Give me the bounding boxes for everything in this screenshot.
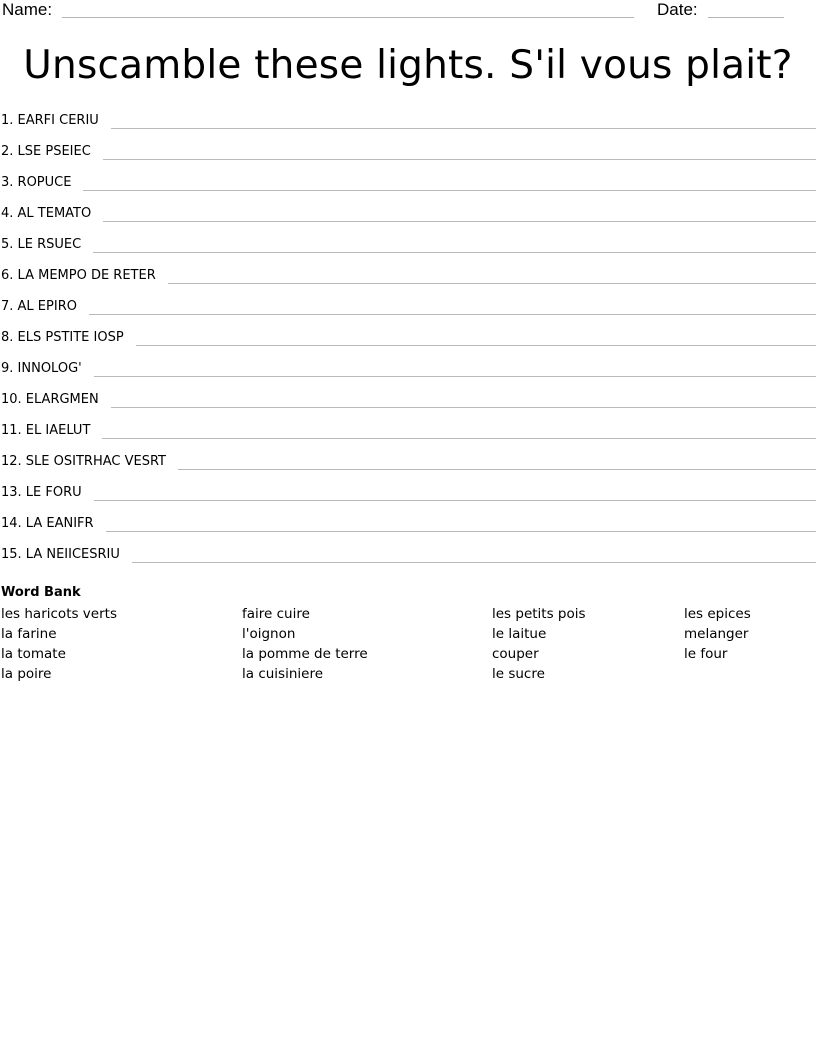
word-bank-item: le laitue (492, 626, 547, 642)
puzzle-row (0, 142, 816, 173)
word-bank-column (684, 604, 751, 664)
word-bank-item: faire cuire (242, 606, 310, 622)
puzzle-row (0, 359, 816, 390)
word-bank-item: la poire (1, 666, 52, 682)
answer-line[interactable] (111, 128, 816, 129)
puzzle-row (0, 483, 816, 514)
word-bank-grid (0, 604, 816, 694)
word-bank-item: l'oignon (242, 626, 296, 642)
scrambled-clue: 11. EL IAELUT (1, 423, 91, 438)
scrambled-clue: 2. LSE PSEIEC (1, 144, 91, 159)
answer-line[interactable] (103, 159, 816, 160)
puzzle-row (0, 421, 816, 452)
puzzle-row (0, 235, 816, 266)
answer-line[interactable] (132, 562, 816, 563)
puzzle-row (0, 390, 816, 421)
word-bank-column (492, 604, 586, 684)
word-bank-item: la cuisiniere (242, 666, 323, 682)
date-label: Date: (657, 0, 698, 19)
scrambled-clue: 4. AL TEMATO (1, 206, 92, 221)
word-bank-item: couper (492, 646, 539, 662)
puzzle-row (0, 266, 816, 297)
puzzle-row (0, 452, 816, 483)
word-bank-item: les haricots verts (1, 606, 117, 622)
answer-line[interactable] (94, 376, 816, 377)
answer-line[interactable] (102, 438, 816, 439)
puzzle-row (0, 173, 816, 204)
scrambled-clue: 3. ROPUCE (1, 175, 72, 190)
answer-line[interactable] (93, 252, 816, 253)
puzzle-row (0, 328, 816, 359)
word-bank-column (242, 604, 368, 684)
puzzle-row (0, 204, 816, 235)
word-bank-item: le four (684, 646, 728, 662)
answer-line[interactable] (89, 314, 816, 315)
answer-line[interactable] (178, 469, 816, 470)
puzzle-row (0, 297, 816, 328)
scrambled-clue: 13. LE FORU (1, 485, 82, 500)
name-label: Name: (2, 0, 53, 19)
date-field-line[interactable] (708, 17, 784, 18)
answer-line[interactable] (111, 407, 816, 408)
puzzle-list (0, 111, 816, 576)
scrambled-clue: 12. SLE OSITRHAC VESRT (1, 454, 166, 469)
header-row (0, 0, 816, 24)
answer-line[interactable] (83, 190, 816, 191)
word-bank (0, 585, 816, 694)
word-bank-item: le sucre (492, 666, 545, 682)
scrambled-clue: 9. INNOLOG' (1, 361, 82, 376)
scrambled-clue: 6. LA MEMPO DE RETER (1, 268, 156, 283)
word-bank-title: Word Bank (1, 585, 81, 600)
word-bank-item: les epices (684, 606, 751, 622)
word-bank-item: les petits pois (492, 606, 586, 622)
scrambled-clue: 1. EARFI CERIU (1, 113, 99, 128)
scrambled-clue: 15. LA NEIICESRIU (1, 547, 120, 562)
word-bank-item: la pomme de terre (242, 646, 368, 662)
word-bank-column (1, 604, 117, 684)
word-bank-item: la farine (1, 626, 57, 642)
puzzle-row (0, 111, 816, 142)
answer-line[interactable] (103, 221, 816, 222)
scrambled-clue: 10. ELARGMEN (1, 392, 99, 407)
puzzle-row (0, 545, 816, 576)
puzzle-row (0, 514, 816, 545)
answer-line[interactable] (106, 531, 816, 532)
worksheet-title: Unscamble these lights. S'il vous plait? (23, 43, 793, 88)
answer-line[interactable] (136, 345, 816, 346)
name-field-line[interactable] (62, 17, 634, 18)
word-bank-item: melanger (684, 626, 749, 642)
scrambled-clue: 7. AL EPIRO (1, 299, 77, 314)
scrambled-clue: 8. ELS PSTITE IOSP (1, 330, 124, 345)
answer-line[interactable] (168, 283, 816, 284)
answer-line[interactable] (94, 500, 816, 501)
word-bank-item: la tomate (1, 646, 66, 662)
scrambled-clue: 14. LA EANIFR (1, 516, 94, 531)
scrambled-clue: 5. LE RSUEC (1, 237, 82, 252)
